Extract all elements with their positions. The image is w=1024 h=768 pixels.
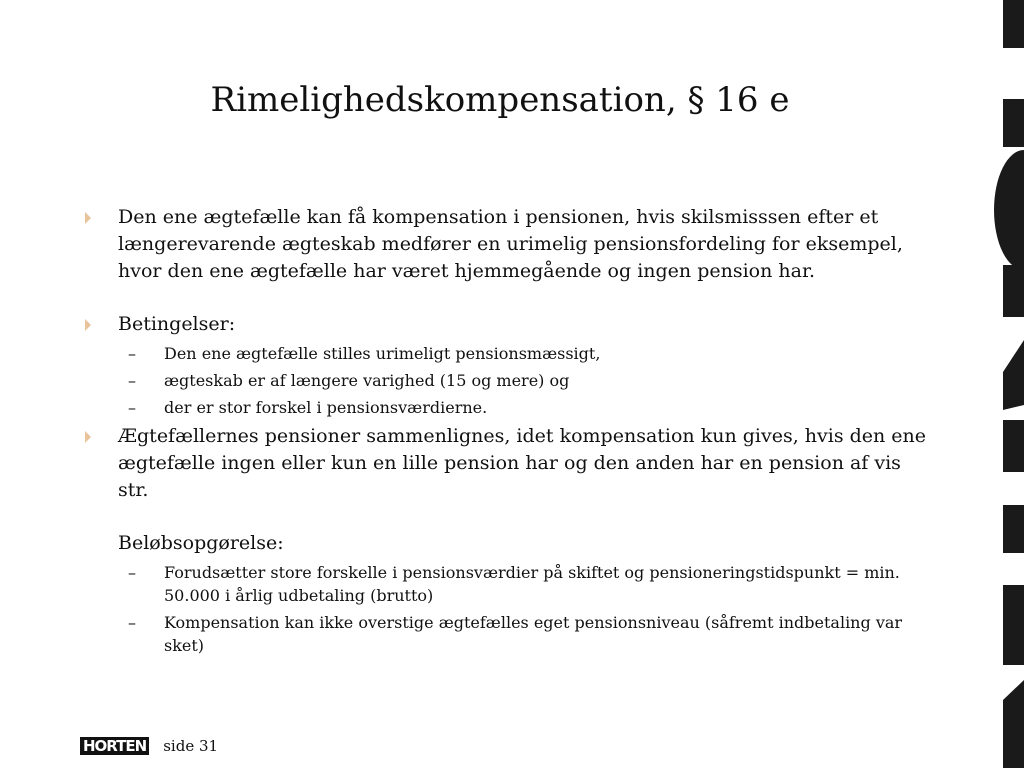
sub-item-text: der er stor forskel i pensionsværdierne. bbox=[164, 398, 488, 417]
dash-marker: – bbox=[128, 613, 136, 632]
sub-item bbox=[82, 611, 932, 657]
dash-marker: – bbox=[128, 563, 136, 582]
sub-item-text: ægteskab er af længere varighed (15 og mere) og bbox=[164, 371, 570, 390]
dash-marker: – bbox=[128, 344, 136, 363]
bullet-conditions bbox=[82, 311, 932, 338]
bullet-text: Ægtefællernes pensioner sammenlignes, idet kompensation kun gives, hvis den ene ægtefælle ingen eller kun en lille pension har og den anden har en pension af vis str. bbox=[118, 425, 927, 501]
sub-item-text: Kompensation kan ikke overstige ægtefælles eget pensionsniveau (såfremt indbetaling var sket) bbox=[164, 613, 903, 655]
slide-footer bbox=[80, 735, 218, 757]
horten-logo: HORTEN bbox=[80, 737, 149, 755]
dash-marker: – bbox=[128, 398, 136, 417]
sub-item bbox=[82, 561, 932, 607]
amount-heading: Beløbsopgørelse: bbox=[118, 532, 284, 554]
slide-body bbox=[82, 204, 932, 657]
sub-item-text: Forudsætter store forskelle i pensionsværdier på skiftet og pensioneringstidspunkt = min. 50.000 i årlig udbetaling (brutto) bbox=[164, 563, 900, 605]
sub-item bbox=[82, 369, 932, 392]
bullet-text: Den ene ægtefælle kan få kompensation i pensionen, hvis skilsmisssen efter et længerevarende ægteskab medfører en urimelig pensionsfordeling for eksempel, hvor den ene ægtefælle har været hjemmegående og ingen pension har. bbox=[118, 206, 903, 282]
dash-marker: – bbox=[128, 371, 136, 390]
slide-title: Rimelighedskompensation, § 16 e bbox=[210, 80, 790, 120]
arrow-bullet-icon bbox=[85, 212, 91, 224]
arrow-bullet-icon bbox=[85, 431, 91, 443]
bullet-comparison bbox=[82, 423, 932, 504]
sub-item-text: Den ene ægtefælle stilles urimeligt pensionsmæssigt, bbox=[164, 344, 601, 363]
bullet-text: Betingelser: bbox=[118, 313, 236, 335]
sub-item bbox=[82, 396, 932, 419]
arrow-bullet-icon bbox=[85, 319, 91, 331]
page-number: side 31 bbox=[163, 737, 219, 755]
sub-item bbox=[82, 342, 932, 365]
bullet-compensation bbox=[82, 204, 932, 285]
